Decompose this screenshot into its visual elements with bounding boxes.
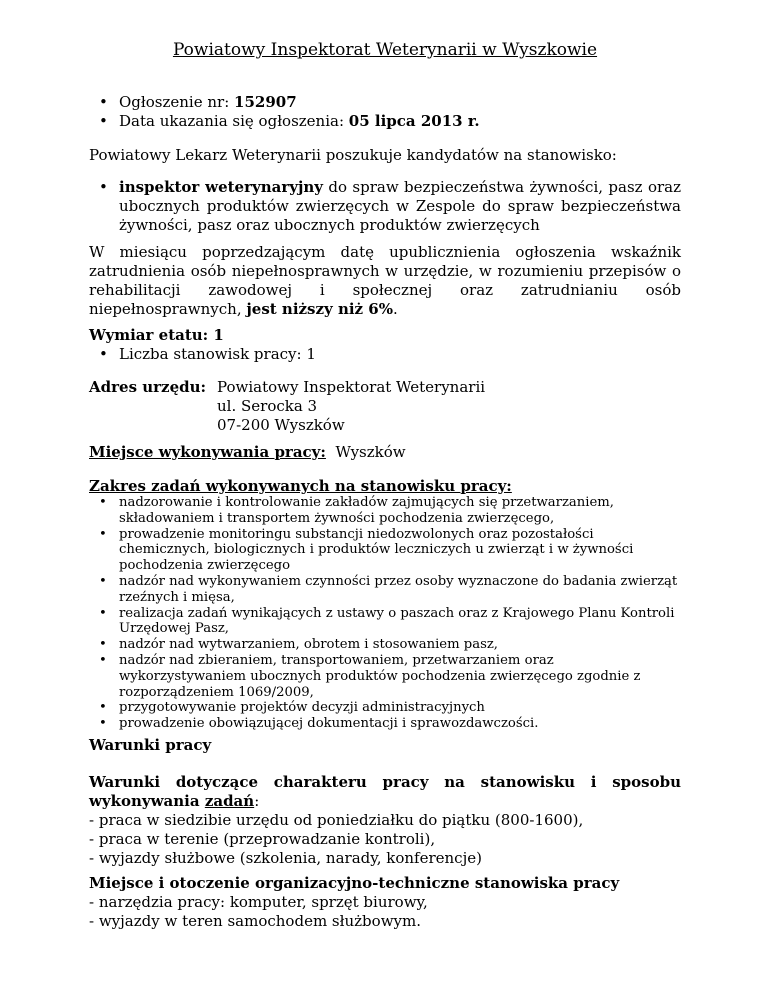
etat-section xyxy=(89,326,681,364)
etat-label: Wymiar etatu: 1 xyxy=(89,326,224,344)
page-title: Powiatowy Inspektorat Weterynarii w Wyszkowie xyxy=(172,40,598,60)
conditions-heading: Warunki pracy xyxy=(89,736,212,754)
announcement-number-value: 152907 xyxy=(234,93,297,111)
task-item: • realizacja zadań wynikających z ustawy o paszach oraz z Krajowego Planu Kontroli Urzędowej Pasz, xyxy=(89,606,681,638)
condition-line: - wyjazdy służbowe (szkolenia, narady, konferencje) xyxy=(89,849,482,867)
place-value: Wyszków xyxy=(335,443,406,461)
task-item: • nadzorowanie i kontrolowanie zakładów zajmujących się przetwarzaniem, składowaniem i transportem żywności pochodzenia zwierzęcego, xyxy=(89,495,681,527)
task-item: • przygotowywanie projektów decyzji administracyjnych xyxy=(89,700,681,716)
tasks-heading: Zakres zadań wykonywanych na stanowisku pracy: xyxy=(89,477,512,495)
tasks-list xyxy=(89,495,681,732)
position-item xyxy=(89,178,681,235)
place-label: Miejsce wykonywania pracy: xyxy=(89,443,326,461)
conditions-subheading: Warunki dotyczące charakteru pracy na stanowisku i sposobu wykonywania zadań: xyxy=(89,773,681,810)
task-item: • nadzór nad wytwarzaniem, obrotem i stosowaniem pasz, xyxy=(89,637,681,653)
address-label: Adres urzędu: xyxy=(89,378,207,396)
condition-line: - praca w terenie (przeprowadzanie kontroli), xyxy=(89,830,436,848)
disability-bold: jest niższy niż 6% xyxy=(246,300,393,318)
announcement-list xyxy=(89,93,681,131)
announcement-date-value: 05 lipca 2013 r. xyxy=(348,112,480,130)
disability-paragraph: W miesiącu poprzedzającym datę upublicznienia ogłoszenia wskaźnik zatrudnienia osób niepełnosprawnych w urzędzie, w rozumieniu przepisów o rehabilitacji zawodowej i społecznej oraz zatrudnianiu osób niepełnosprawnych, jest niższy niż 6%. xyxy=(89,243,681,318)
task-item: • prowadzenie obowiązującej dokumentacji i sprawozdawczości. xyxy=(89,716,681,732)
etat-count: • Liczba stanowisk pracy: 1 xyxy=(89,345,681,364)
place-section xyxy=(89,443,681,462)
condition-line: - praca w siedzibie urzędu od poniedziałku do piątku (800-1600), xyxy=(89,811,584,829)
address-lines xyxy=(217,378,485,435)
position-name: inspektor weterynaryjny xyxy=(119,178,323,196)
announcement-date: • Data ukazania się ogłoszenia: 05 lipca 2013 r. xyxy=(89,112,681,131)
address-section xyxy=(89,378,681,438)
address-line-3: 07-200 Wyszków xyxy=(217,416,345,434)
task-item: • nadzór nad wykonywaniem czynności przez osoby wyznaczone do badania zwierząt rzeźnych i mięsa, xyxy=(89,574,681,606)
task-item: • prowadzenie monitoringu substancji niedozwolonych oraz pozostałości chemicznych, biologicznych i produktów leczniczych u zwierząt i w żywności pochodzenia zwierzęcego xyxy=(89,527,681,574)
announcement-number: • Ogłoszenie nr: 152907 xyxy=(89,93,681,112)
task-item: • nadzór nad zbieraniem, transportowaniem, przetwarzaniem oraz wykorzystywaniem ubocznych produktów pochodzenia zwierzęcego zgodnie z rozporządzeniem 1069/2009, xyxy=(89,653,681,700)
position-list xyxy=(89,178,681,235)
environment-line: - wyjazdy w teren samochodem służbowym. xyxy=(89,912,421,930)
conditions-lines xyxy=(89,811,681,868)
etat-list xyxy=(89,345,681,364)
intro-text: Powiatowy Lekarz Weterynarii poszukuje kandydatów na stanowisko: xyxy=(89,146,617,164)
address-line-2: ul. Serocka 3 xyxy=(217,397,318,415)
environment-heading: Miejsce i otoczenie organizacyjno-techniczne stanowiska pracy xyxy=(89,874,620,892)
position-desc: do spraw bezpieczeństwa żywności, pasz oraz ubocznych produktów zwierzęcych w Zespole do spraw bezpieczeństwa żywności, pasz oraz ubocznych produktów zwierzęcych xyxy=(119,178,682,234)
environment-line: - narzędzia pracy: komputer, sprzęt biurowy, xyxy=(89,893,428,911)
tasks-section xyxy=(89,477,681,732)
environment-section xyxy=(89,874,681,931)
address-line-1: Powiatowy Inspektorat Weterynarii xyxy=(217,378,486,396)
